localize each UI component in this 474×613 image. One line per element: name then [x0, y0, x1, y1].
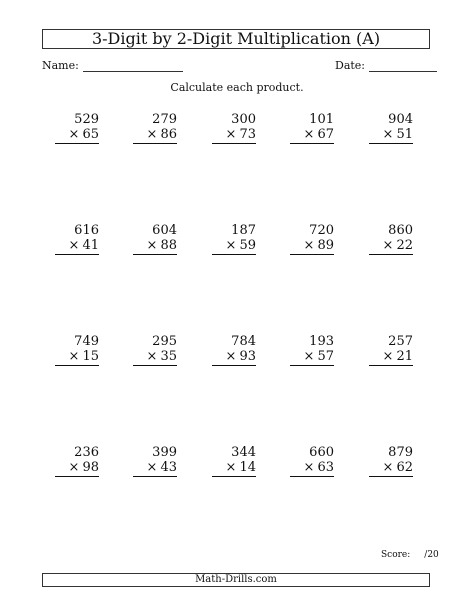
multiplier-row [133, 349, 177, 366]
times-sign: × [68, 238, 80, 253]
multiplier: 41 [82, 238, 99, 253]
multiplier-row [133, 238, 177, 255]
problem-8 [212, 223, 256, 255]
multiplicand: 295 [152, 334, 177, 349]
multiplier: 86 [160, 127, 177, 142]
multiplier: 14 [239, 460, 256, 475]
times-sign: × [382, 349, 394, 364]
footer-site: Math-Drills.com [42, 573, 430, 587]
multiplier-row [290, 349, 334, 366]
multiplier-row [55, 460, 99, 477]
worksheet-title: 3-Digit by 2-Digit Multiplication (A) [42, 29, 430, 49]
multiplier-row [133, 127, 177, 144]
times-sign: × [303, 238, 315, 253]
instruction-text: Calculate each product. [170, 81, 304, 94]
problem-2 [133, 112, 177, 144]
multiplier: 65 [82, 127, 99, 142]
multiplicand: 860 [388, 223, 413, 238]
multiplier-row [290, 127, 334, 144]
multiplicand: 101 [309, 112, 334, 127]
multiplicand: 344 [231, 445, 256, 460]
multiplier: 93 [239, 349, 256, 364]
problem-18 [212, 445, 256, 477]
times-sign: × [146, 238, 158, 253]
multiplier: 73 [239, 127, 256, 142]
multiplier: 98 [82, 460, 99, 475]
multiplier: 62 [396, 460, 413, 475]
score-label: Score: [381, 550, 411, 560]
multiplicand: 193 [309, 334, 334, 349]
multiplier-row [55, 238, 99, 255]
times-sign: × [303, 460, 315, 475]
times-sign: × [303, 127, 315, 142]
multiplier: 57 [317, 349, 334, 364]
times-sign: × [382, 238, 394, 253]
times-sign: × [225, 349, 237, 364]
multiplier-row [212, 349, 256, 366]
problem-6 [55, 223, 99, 255]
multiplier: 89 [317, 238, 334, 253]
multiplier: 22 [396, 238, 413, 253]
problem-12 [133, 334, 177, 366]
times-sign: × [68, 127, 80, 142]
problem-5 [369, 112, 413, 144]
multiplicand: 300 [231, 112, 256, 127]
multiplier-row [212, 238, 256, 255]
times-sign: × [146, 460, 158, 475]
times-sign: × [225, 460, 237, 475]
problem-3 [212, 112, 256, 144]
multiplier-row [133, 460, 177, 477]
multiplicand: 616 [74, 223, 99, 238]
multiplier-row [369, 460, 413, 477]
score-total: /20 [424, 550, 439, 560]
multiplier-row [369, 127, 413, 144]
multiplicand: 660 [309, 445, 334, 460]
multiplicand: 187 [231, 223, 256, 238]
times-sign: × [225, 127, 237, 142]
problem-14 [290, 334, 334, 366]
multiplicand: 749 [74, 334, 99, 349]
problem-1 [55, 112, 99, 144]
times-sign: × [303, 349, 315, 364]
multiplicand: 604 [152, 223, 177, 238]
times-sign: × [68, 349, 80, 364]
times-sign: × [382, 127, 394, 142]
multiplier: 15 [82, 349, 99, 364]
multiplier: 51 [396, 127, 413, 142]
multiplicand: 904 [388, 112, 413, 127]
times-sign: × [225, 238, 237, 253]
multiplier: 21 [396, 349, 413, 364]
times-sign: × [68, 460, 80, 475]
problem-10 [369, 223, 413, 255]
multiplier: 67 [317, 127, 334, 142]
multiplicand: 279 [152, 112, 177, 127]
multiplier-row [369, 349, 413, 366]
multiplier: 59 [239, 238, 256, 253]
problem-4 [290, 112, 334, 144]
multiplicand: 784 [231, 334, 256, 349]
multiplier-row [290, 460, 334, 477]
problem-7 [133, 223, 177, 255]
times-sign: × [146, 127, 158, 142]
multiplier: 43 [160, 460, 177, 475]
multiplicand: 257 [388, 334, 413, 349]
problem-17 [133, 445, 177, 477]
name-label: Name: [42, 59, 79, 72]
multiplier: 88 [160, 238, 177, 253]
multiplier-row [212, 460, 256, 477]
problem-20 [369, 445, 413, 477]
multiplier: 63 [317, 460, 334, 475]
multiplicand: 399 [152, 445, 177, 460]
multiplier-row [290, 238, 334, 255]
times-sign: × [382, 460, 394, 475]
multiplier-row [55, 349, 99, 366]
problem-9 [290, 223, 334, 255]
multiplicand: 236 [74, 445, 99, 460]
problem-19 [290, 445, 334, 477]
problem-13 [212, 334, 256, 366]
multiplicand: 720 [309, 223, 334, 238]
multiplier-row [212, 127, 256, 144]
multiplier: 35 [160, 349, 177, 364]
multiplicand: 879 [388, 445, 413, 460]
times-sign: × [146, 349, 158, 364]
multiplier-row [369, 238, 413, 255]
multiplicand: 529 [74, 112, 99, 127]
multiplier-row [55, 127, 99, 144]
problem-11 [55, 334, 99, 366]
date-label: Date: [335, 59, 366, 72]
score-area [381, 550, 439, 561]
problem-15 [369, 334, 413, 366]
problem-16 [55, 445, 99, 477]
